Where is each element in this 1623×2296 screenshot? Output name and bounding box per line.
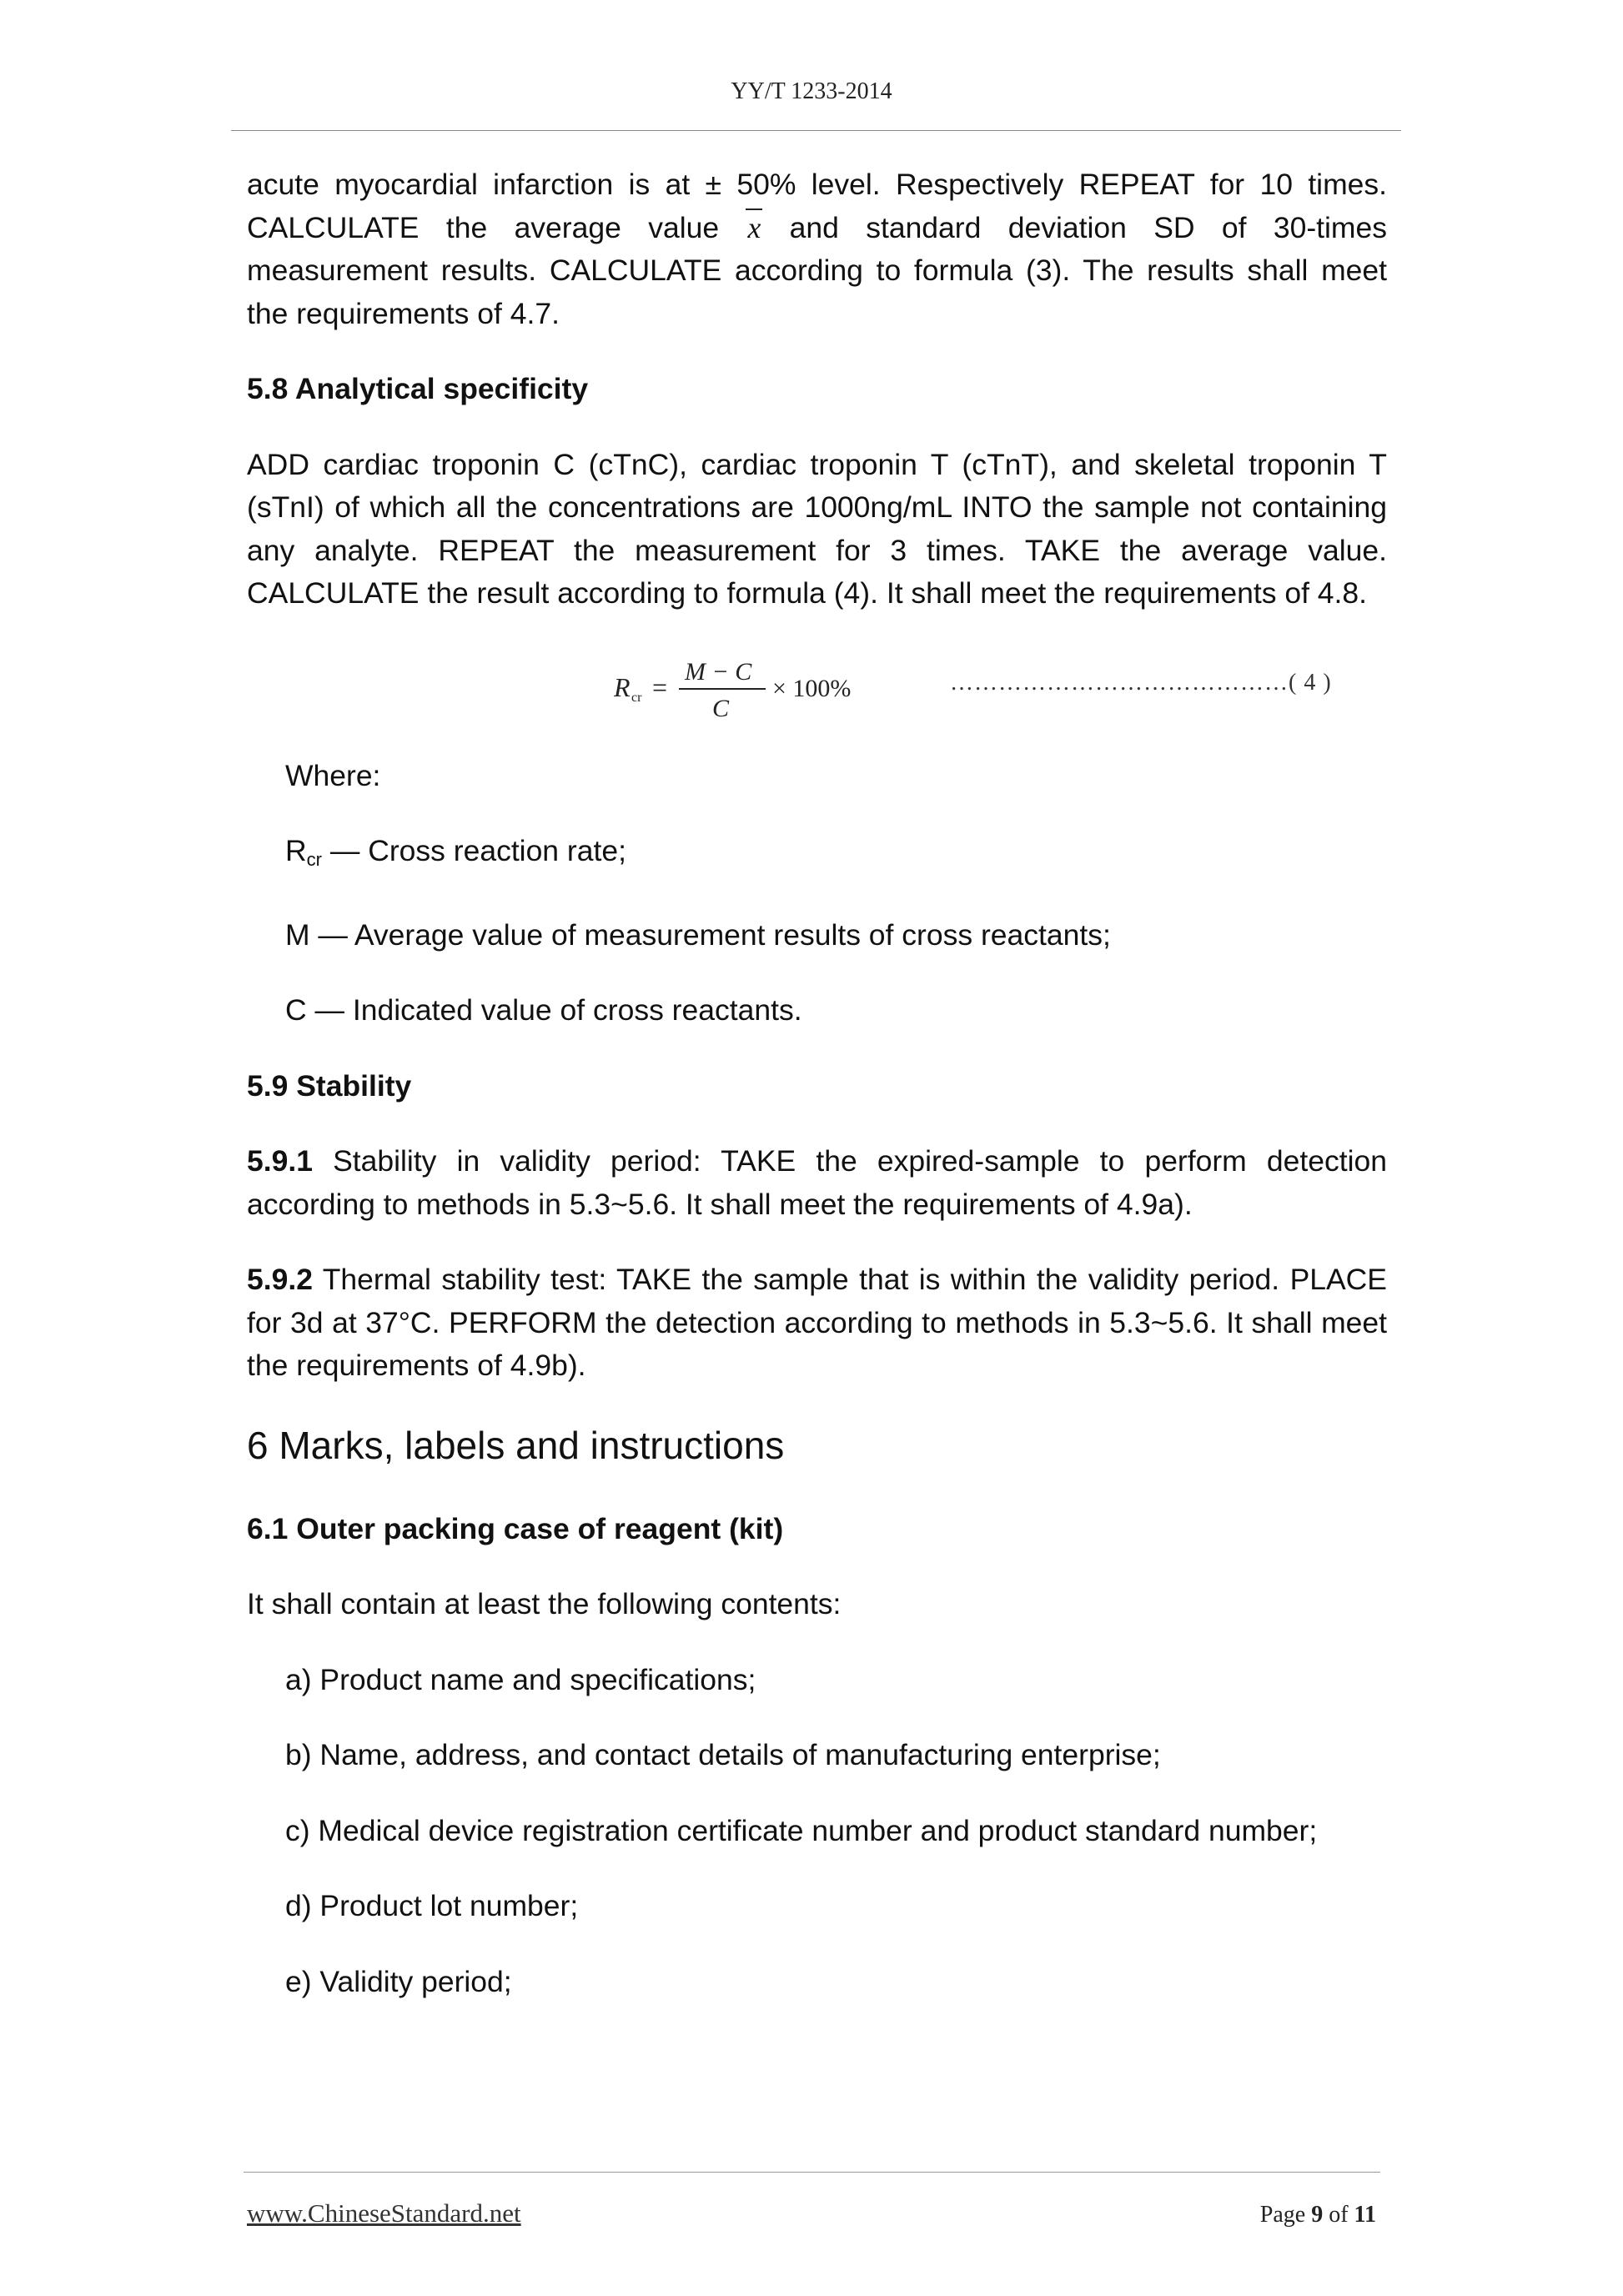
definition-c: C — Indicated value of cross reactants.: [285, 993, 802, 1027]
website-link[interactable]: www.ChineseStandard.net: [247, 2198, 521, 2228]
where-label: Where:: [285, 758, 381, 792]
footer-divider: [244, 2172, 1380, 2173]
definition-rcr: [247, 830, 1387, 882]
page-number: [1260, 2202, 1376, 2228]
rcr-symbol: R: [285, 834, 307, 867]
section-6-1-heading: 6.1 Outer packing case of reagent (kit): [247, 1511, 784, 1545]
section-5-8-heading: 5.8 Analytical specificity: [247, 372, 589, 405]
total-pages: 11: [1354, 2202, 1376, 2228]
formula-number: ……………………………………( 4 ): [950, 669, 1332, 696]
list-item: e) Validity period;: [285, 1964, 512, 1998]
intro-paragraph: [247, 163, 1387, 335]
rcr-definition: — Cross reaction rate;: [321, 834, 626, 867]
clause-text-5-9-1: Stability in validity period: TAKE the expired-sample to perform detection according to methods in 5.3~5.6. It shall meet the requirements of 4.9a).: [247, 1144, 1387, 1221]
header-divider: [231, 130, 1401, 131]
section-5-9-1-paragraph: [247, 1140, 1387, 1226]
page-of-label: of: [1329, 2202, 1349, 2228]
section-6-heading: 6 Marks, labels and instructions: [247, 1423, 785, 1467]
document-code-header: YY/T 1233-2014: [731, 78, 892, 104]
list-item: c) Medical device registration certificate number and product standard number;: [285, 1813, 1318, 1847]
formula-lhs-sub: cr: [631, 690, 642, 705]
current-page: 9: [1311, 2202, 1324, 2228]
intro-text-1: acute myocardial infarction is at ± 50% level. Respectively REPEAT for 10 times. CALCULATE the average value: [247, 168, 1387, 244]
formula-equals: =: [652, 671, 668, 702]
x-bar-symbol: x: [746, 207, 762, 250]
clause-text-5-9-2: Thermal stability test: TAKE the sample that is within the validity period. PLACE for 3d at 37°C. PERFORM the detection according to methods in 5.3~5.6. It shall meet the requirements of 4.9b).: [247, 1263, 1387, 1382]
rcr-subscript: cr: [306, 849, 322, 870]
list-item: d) Product lot number;: [285, 1889, 579, 1922]
clause-number-5-9-1: 5.9.1: [247, 1144, 313, 1178]
formula-denominator: C: [712, 694, 730, 722]
section-5-9-2-paragraph: [247, 1259, 1387, 1388]
list-item: b) Name, address, and contact details of manufacturing enterprise;: [285, 1738, 1161, 1771]
intro-text-2: and standard deviation SD of 30-times measurement results. CALCULATE according to formula (3). The results shall meet the requirements of 4.7.: [247, 210, 1387, 330]
section-5-8-paragraph: ADD cardiac troponin C (cTnC), cardiac troponin T (cTnT), and skeletal troponin T (sTnI) of which all the concentrations are 1000ng/mL INTO the sample not containing any analyte. REPEAT the measurement for 3 times. TAKE the average value. CALCULATE the result according to formula (4). It shall meet the requirements of 4.8.: [247, 447, 1387, 610]
formula-lhs: R: [614, 671, 631, 702]
section-5-9-heading: 5.9 Stability: [247, 1068, 412, 1103]
cross-reaction-formula: [614, 648, 897, 725]
formula-multiplier: × 100%: [772, 674, 852, 702]
page-body: [247, 163, 1387, 2036]
definition-m: M — Average value of measurement results of cross reactants;: [285, 917, 1111, 952]
section-6-1-intro: It shall contain at least the following contents:: [247, 1587, 842, 1620]
list-item: a) Product name and specifications;: [285, 1662, 756, 1696]
formula-numerator: M − C: [685, 657, 752, 686]
formula-4: [247, 648, 1387, 725]
clause-number-5-9-2: 5.9.2: [247, 1263, 313, 1296]
page-label: Page: [1259, 2202, 1306, 2228]
